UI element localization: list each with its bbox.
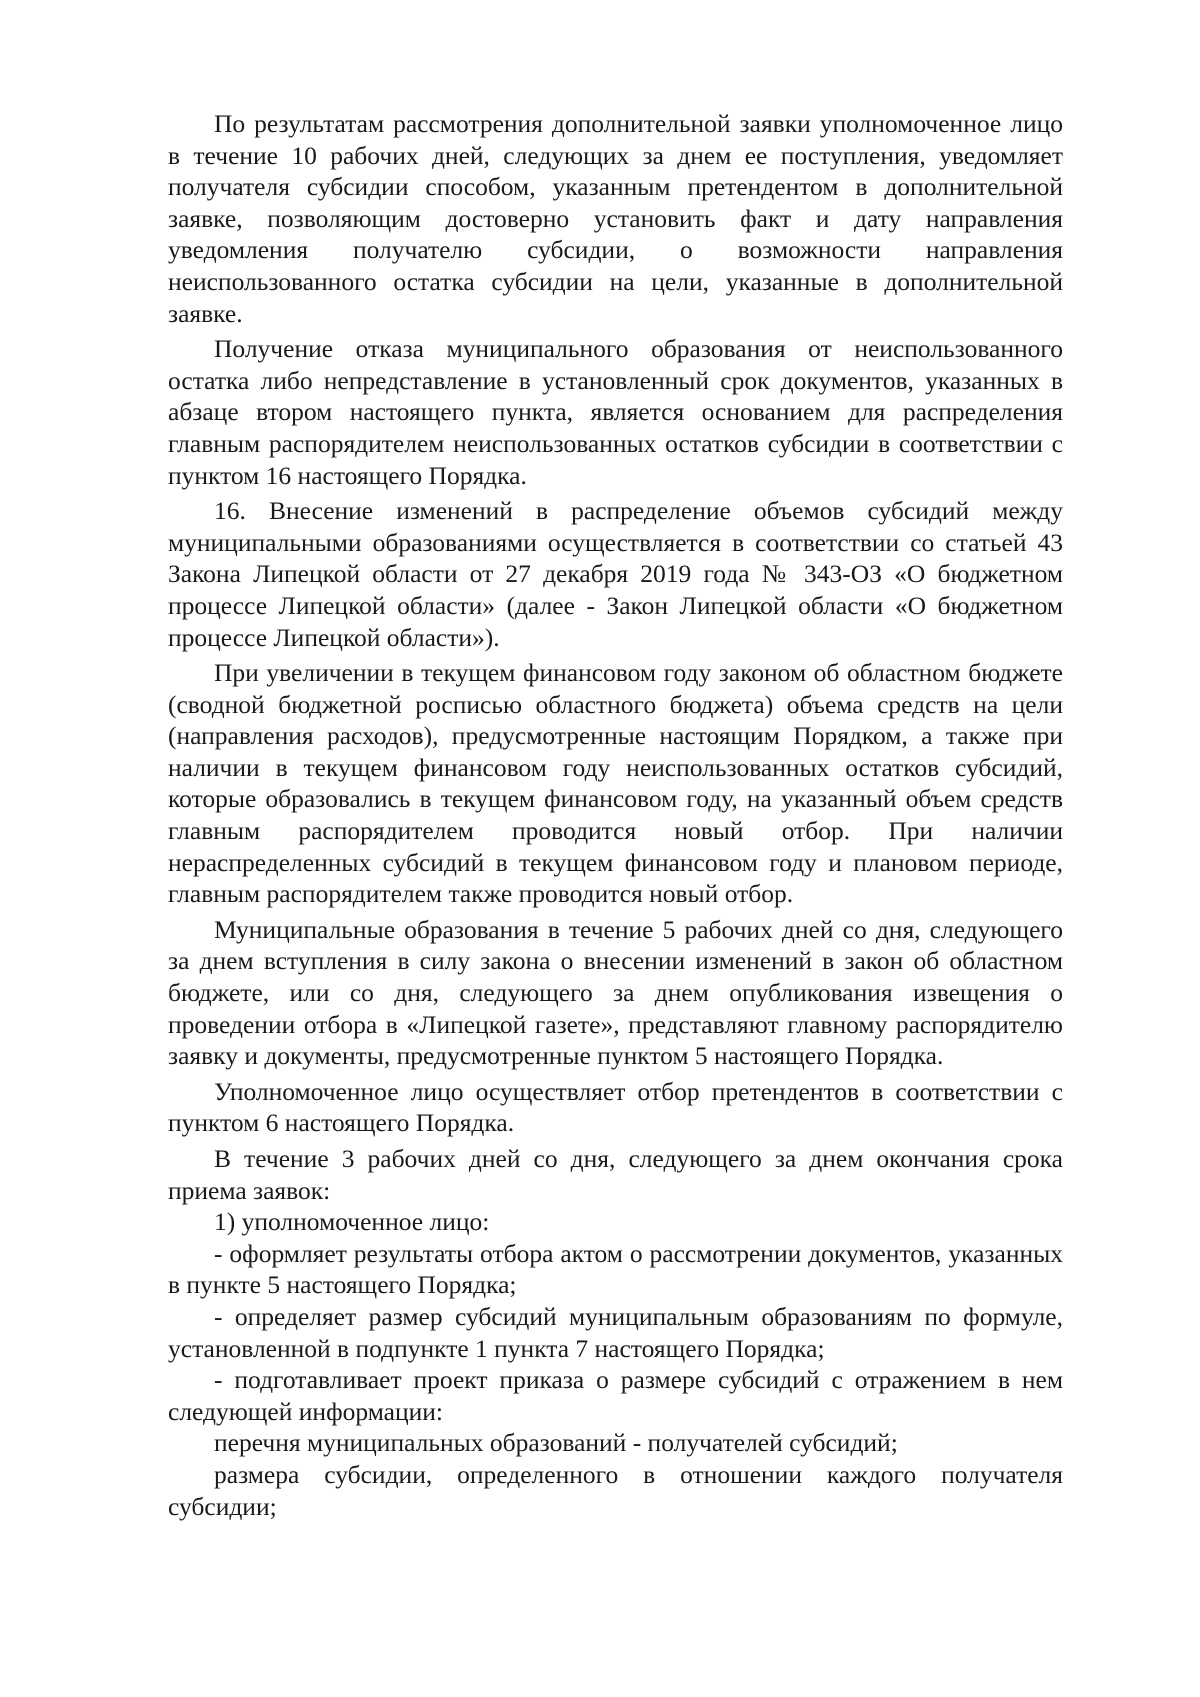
paragraph-notification: По результатам рассмотрения дополнительной заявки уполномоченное лицо в течение 10 рабочих дней, следующих за днем ее поступления, уведомляет получателя субсидии способом, указанным претендентом в дополнительной заявке, позволяющим достоверно установить факт и дату направления уведомления получателю субсидии, о возможности направления неиспользованного остатка субсидии на цели, указанные в дополнительной заявке.	[168, 109, 1063, 328]
paragraph-selection: Уполномоченное лицо осуществляет отбор претендентов в соответствии с пунктом 6 настоящего Порядка.	[168, 1076, 1063, 1138]
list-item-recipients: перечня муниципальных образований - получателей субсидий;	[214, 1428, 898, 1458]
paragraph-refusal: Получение отказа муниципального образования от неиспользованного остатка либо непредставление в установленный срок документов, указанных в абзаце втором настоящего пункта, является основанием для распределения главным распорядителем неиспользованных остатков субсидии в соответствии с пунктом 16 настоящего Порядка.	[168, 334, 1063, 490]
list-item-order-draft: - подготавливает проект приказа о размере субсидий с отражением в нем следующей информации:	[168, 1365, 1063, 1426]
list-item-authorized-person: 1) уполномоченное лицо:	[214, 1207, 490, 1237]
list-item-formula: - определяет размер субсидий муниципальным образованиям по формуле, установленной в подпункте 1 пункта 7 настоящего Порядка;	[168, 1301, 1063, 1363]
list-item-act: - оформляет результаты отбора актом о рассмотрении документов, указанных в пункте 5 настоящего Порядка;	[168, 1238, 1063, 1300]
paragraph-budget-increase: При увеличении в текущем финансовом году законом об областном бюджете (сводной бюджетной росписью областного бюджета) объема средств на цели (направления расходов), предусмотренные настоящим Порядком, а также при наличии в текущем финансовом году неиспользованных остатков субсидий, которые образовались в текущем финансовом году, на указанный объем средств главным распорядителем проводится новый отбор. При наличии нераспределенных субсидий в текущем финансовом году и плановом периоде, главным распорядителем также проводится новый отбор.	[168, 658, 1063, 909]
document-body	[168, 108, 1063, 1522]
paragraph-deadline: В течение 3 рабочих дней со дня, следующего за днем окончания срока приема заявок:	[168, 1144, 1063, 1205]
paragraph-municipal-application: Муниципальные образования в течение 5 рабочих дней со дня, следующего за днем вступления в силу закона о внесении изменений в закон об областном бюджете, или со дня, следующего за днем опубликования извещения о проведении отбора в «Липецкой газете», представляют главному распорядителю заявку и документы, предусмотренные пунктом 5 настоящего Порядка.	[168, 914, 1063, 1071]
list-item-subsidy-size: размера субсидии, определенного в отношении каждого получателя субсидии;	[168, 1459, 1063, 1521]
paragraph-item-16: 16. Внесение изменений в распределение объемов субсидий между муниципальными образованиями осуществляется в соответствии со статьей 43 Закона Липецкой области от 27 декабря 2019 года № 343-ОЗ «О бюджетном процессе Липецкой области» (далее - Закон Липецкой области «О бюджетном процессе Липецкой области»).	[168, 496, 1063, 652]
